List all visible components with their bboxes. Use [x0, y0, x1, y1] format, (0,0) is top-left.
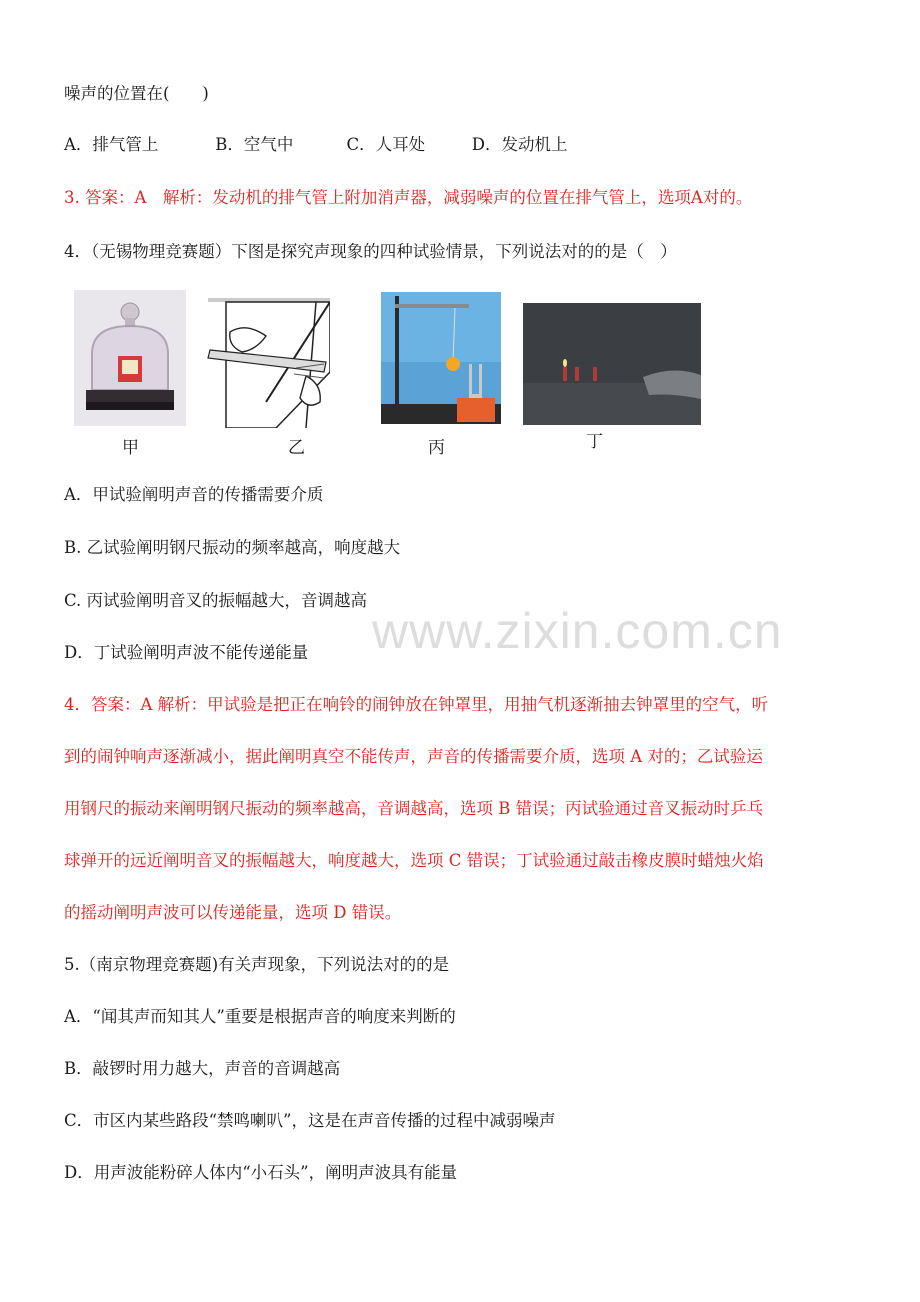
q5-option-c: C．市区内某些路段“禁鸣喇叭”，这是在声音传播的过程中减弱噪声 — [64, 1111, 556, 1130]
q3-option-b: B．空气中 — [215, 135, 294, 154]
q4-answer — [64, 692, 864, 952]
q4-option-b: B. 乙试验阐明钢尺振动的频率越高，响度越大 — [64, 538, 401, 557]
q4-answer-line: 4．答案：A 解析：甲试验是把正在响铃的闹钟放在钟罩里，用抽气机逐渐抽去钟罩里的空气，听 — [64, 695, 769, 714]
q5-option-a: A．“闻其声而知其人”重要是根据声音的响度来判断的 — [64, 1007, 456, 1026]
q3-option-c: C．人耳处 — [346, 135, 426, 154]
q4-option-d: D．丁试验阐明声波不能传递能量 — [64, 643, 309, 662]
caption-jia: 甲 — [122, 438, 139, 458]
bell-jar-figure — [74, 290, 186, 426]
q4-answer-line: 用钢尺的振动来阐明钢尺振动的频率越高，音调越高，选项 B 错误；丙试验通过音叉振动时乒乓 — [64, 799, 764, 818]
q5-option-b: B．敲锣时用力越大，声音的音调越高 — [64, 1059, 341, 1078]
q3-answer: 3. 答案：A 解析：发动机的排气管上附加消声器，减弱噪声的位置在排气管上，选项A对的。 — [64, 188, 753, 207]
caption-ding: 丁 — [586, 432, 603, 452]
q3-stem-tail: 噪声的位置在( ) — [64, 84, 209, 103]
candle-figure — [523, 303, 701, 425]
q4-option-c: C. 丙试验阐明音叉的振幅越大，音调越高 — [64, 591, 368, 610]
q4-answer-line: 到的闹钟响声逐渐减小，据此阐明真空不能传声，声音的传播需要介质，选项 A 对的；乙试验运 — [64, 747, 763, 766]
q5-stem: 5.（南京物理竞赛题)有关声现象，下列说法对的的是 — [64, 955, 450, 974]
caption-bing: 丙 — [428, 438, 445, 458]
q4-option-a: A．甲试验阐明声音的传播需要介质 — [64, 485, 324, 504]
q3-options — [64, 133, 567, 157]
watermark: www.zixin.com.cn — [372, 603, 783, 659]
caption-yi: 乙 — [288, 438, 305, 458]
q3-option-a: A．排气管上 — [64, 135, 159, 154]
tuning-fork-figure — [381, 292, 501, 424]
q4-answer-line: 的摇动阐明声波可以传递能量，选项 D 错误。 — [64, 903, 402, 922]
q4-answer-line: 球弹开的远近阐明音叉的振幅越大，响度越大，选项 C 错误；丁试验通过敲击橡皮膜时蜡烛火焰 — [64, 851, 764, 870]
q3-option-d: D．发动机上 — [471, 135, 568, 154]
q5-option-d: D．用声波能粉碎人体内“小石头”，阐明声波具有能量 — [64, 1163, 458, 1182]
q4-stem: 4．（无锡物理竞赛题）下图是探究声现象的四种试验情景，下列说法对的的是（ ） — [64, 242, 677, 261]
ruler-figure — [206, 292, 330, 428]
